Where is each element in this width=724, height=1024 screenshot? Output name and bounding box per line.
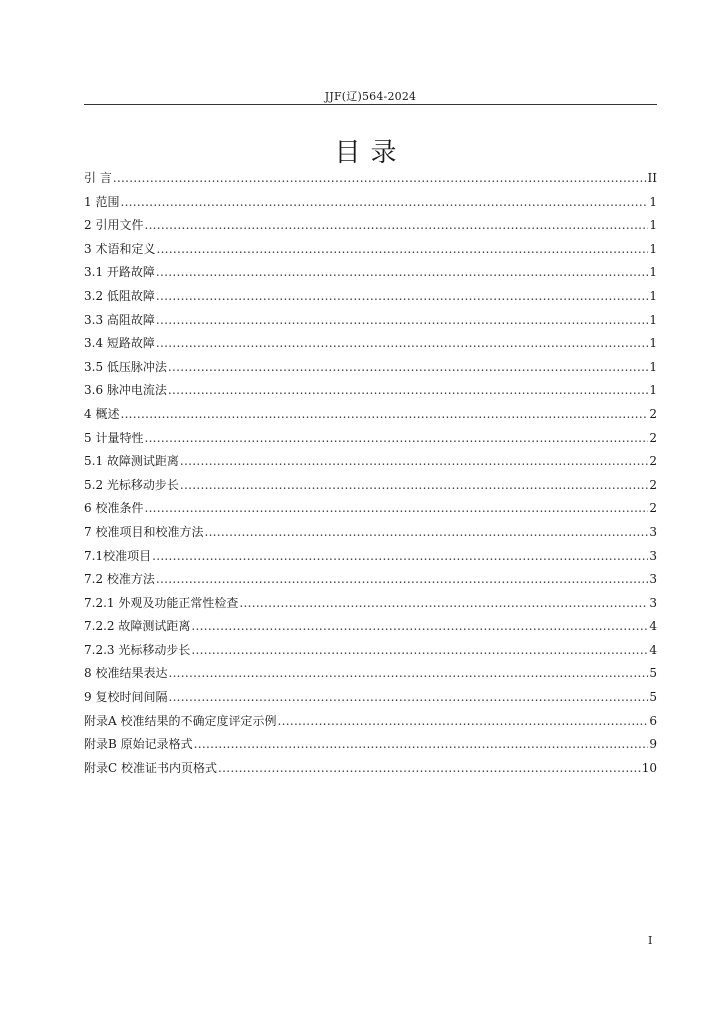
toc-entry-page: 6: [649, 713, 657, 728]
toc-entry-label: 9 复校时间间隔: [84, 690, 168, 705]
toc-entry-page: 2: [649, 501, 657, 516]
toc-entry-page: 9: [649, 737, 657, 752]
page-title: 目录: [334, 138, 407, 168]
toc-entry[interactable]: [84, 759, 657, 783]
toc-leader-dots: [168, 688, 648, 706]
toc-entry-page: II: [647, 171, 657, 185]
toc-leader-dots: [144, 499, 648, 517]
toc-entry[interactable]: [84, 523, 657, 547]
toc-entry-label: 6 校准条件: [84, 501, 144, 516]
toc-entry-page: 5: [649, 666, 657, 681]
toc-entry-page: 2: [649, 477, 657, 492]
toc-leader-dots: [168, 664, 648, 682]
toc-entry-label: 3.6 脉冲电流法: [84, 383, 167, 398]
toc-entry-page: 1: [649, 288, 657, 303]
toc-entry[interactable]: [84, 735, 657, 759]
toc-entry[interactable]: [84, 617, 657, 641]
toc-entry[interactable]: [84, 169, 657, 193]
toc-entry-page: 4: [649, 619, 657, 634]
toc-entry[interactable]: [84, 193, 657, 217]
toc-leader-dots: [168, 381, 648, 399]
toc-entry-label: 3.3 高阻故障: [84, 312, 155, 327]
toc-entry-page: 3: [649, 548, 657, 563]
toc-leader-dots: [191, 617, 648, 635]
toc-leader-dots: [156, 311, 648, 329]
toc-entry-page: 1: [649, 241, 657, 256]
toc-leader-dots: [180, 476, 648, 494]
toc-entry-page: 1: [649, 383, 657, 398]
toc-entry-label: 1 范围: [84, 194, 120, 209]
toc-entry-page: 5: [649, 690, 657, 705]
toc-entry-page: 2: [649, 430, 657, 445]
toc-leader-dots: [277, 712, 648, 730]
toc-entry-label: 5.2 光标移动步长: [84, 477, 179, 492]
toc-leader-dots: [152, 547, 648, 565]
toc-leader-dots: [218, 759, 641, 777]
toc-entry-page: 2: [649, 454, 657, 469]
toc-leader-dots: [180, 452, 648, 470]
toc-entry-label: 2 引用文件: [84, 218, 144, 233]
toc-entry-page: 3: [649, 524, 657, 539]
toc-leader-dots: [144, 429, 648, 447]
header-divider: [84, 104, 657, 105]
toc-entry[interactable]: [84, 334, 657, 358]
toc-entry-page: 1: [649, 336, 657, 351]
toc-entry[interactable]: [84, 641, 657, 665]
toc-entry-page: 3: [649, 595, 657, 610]
toc-leader-dots: [144, 216, 648, 234]
toc-entry-page: 1: [649, 312, 657, 327]
toc-leader-dots: [156, 334, 648, 352]
toc-entry[interactable]: [84, 712, 657, 736]
toc-entry-label: 5 计量特性: [84, 430, 144, 445]
toc-entry[interactable]: [84, 263, 657, 287]
toc-leader-dots: [156, 240, 648, 258]
toc-entry-page: 4: [649, 642, 657, 657]
toc-entry-page: 2: [649, 406, 657, 421]
toc-entry-label: 7.2.3 光标移动步长: [84, 642, 191, 657]
toc-entry[interactable]: [84, 358, 657, 382]
toc-entry-label: 4 概述: [84, 406, 120, 421]
toc-leader-dots: [156, 287, 648, 305]
toc-entry-label: 3.2 低阻故障: [84, 288, 155, 303]
toc-entry-label: 引 言: [84, 171, 112, 185]
toc-entry-label: 附录B 原始记录格式: [84, 737, 193, 752]
toc-entry[interactable]: [84, 594, 657, 618]
toc-entry-label: 附录A 校准结果的不确定度评定示例: [84, 713, 277, 728]
toc-leader-dots: [239, 594, 648, 612]
toc-entry-page: 1: [649, 194, 657, 209]
toc-entry-page: 1: [649, 265, 657, 280]
document-code-header: JJF(辽)564-2024: [324, 90, 417, 103]
toc-entry-page: 10: [641, 760, 657, 775]
toc-leader-dots: [120, 193, 648, 211]
toc-entry[interactable]: [84, 240, 657, 264]
toc-entry-page: 1: [649, 218, 657, 233]
toc-entry[interactable]: [84, 452, 657, 476]
toc-entry[interactable]: [84, 405, 657, 429]
toc-leader-dots: [120, 405, 648, 423]
toc-entry-label: 8 校准结果表达: [84, 666, 168, 681]
toc-entry-label: 3.5 低压脉冲法: [84, 359, 167, 374]
toc-entry[interactable]: [84, 688, 657, 712]
toc-leader-dots: [156, 570, 648, 588]
toc-entry-page: 1: [649, 359, 657, 374]
toc-entry[interactable]: [84, 476, 657, 500]
toc-entry[interactable]: [84, 381, 657, 405]
toc-leader-dots: [156, 263, 648, 281]
toc-leader-dots: [191, 641, 648, 659]
toc-entry[interactable]: [84, 664, 657, 688]
toc-leader-dots: [204, 523, 648, 541]
toc-entry[interactable]: [84, 311, 657, 335]
toc-entry[interactable]: [84, 429, 657, 453]
toc-leader-dots: [113, 169, 647, 187]
page-number: I: [648, 934, 653, 947]
toc-entry-label: 7 校准项目和校准方法: [84, 524, 204, 539]
toc-entry-label: 3.4 短路故障: [84, 336, 155, 351]
toc-entry-label: 7.2.1 外观及功能正常性检查: [84, 595, 239, 610]
toc-entry-label: 3 术语和定义: [84, 241, 156, 256]
toc-entry[interactable]: [84, 570, 657, 594]
toc-entry-label: 7.1校准项目: [84, 548, 152, 563]
toc-entry-label: 5.1 故障测试距离: [84, 454, 179, 469]
toc-entry-label: 7.2.2 故障测试距离: [84, 619, 191, 634]
toc-leader-dots: [194, 735, 649, 753]
toc-entry[interactable]: [84, 547, 657, 571]
toc-entry[interactable]: [84, 216, 657, 240]
toc-leader-dots: [168, 358, 648, 376]
table-of-contents: [84, 169, 657, 782]
toc-entry[interactable]: [84, 287, 657, 311]
toc-entry-label: 附录C 校准证书内页格式: [84, 760, 217, 775]
toc-entry-label: 3.1 开路故障: [84, 265, 155, 280]
toc-entry[interactable]: [84, 499, 657, 523]
toc-entry-label: 7.2 校准方法: [84, 572, 155, 587]
toc-entry-page: 3: [649, 572, 657, 587]
